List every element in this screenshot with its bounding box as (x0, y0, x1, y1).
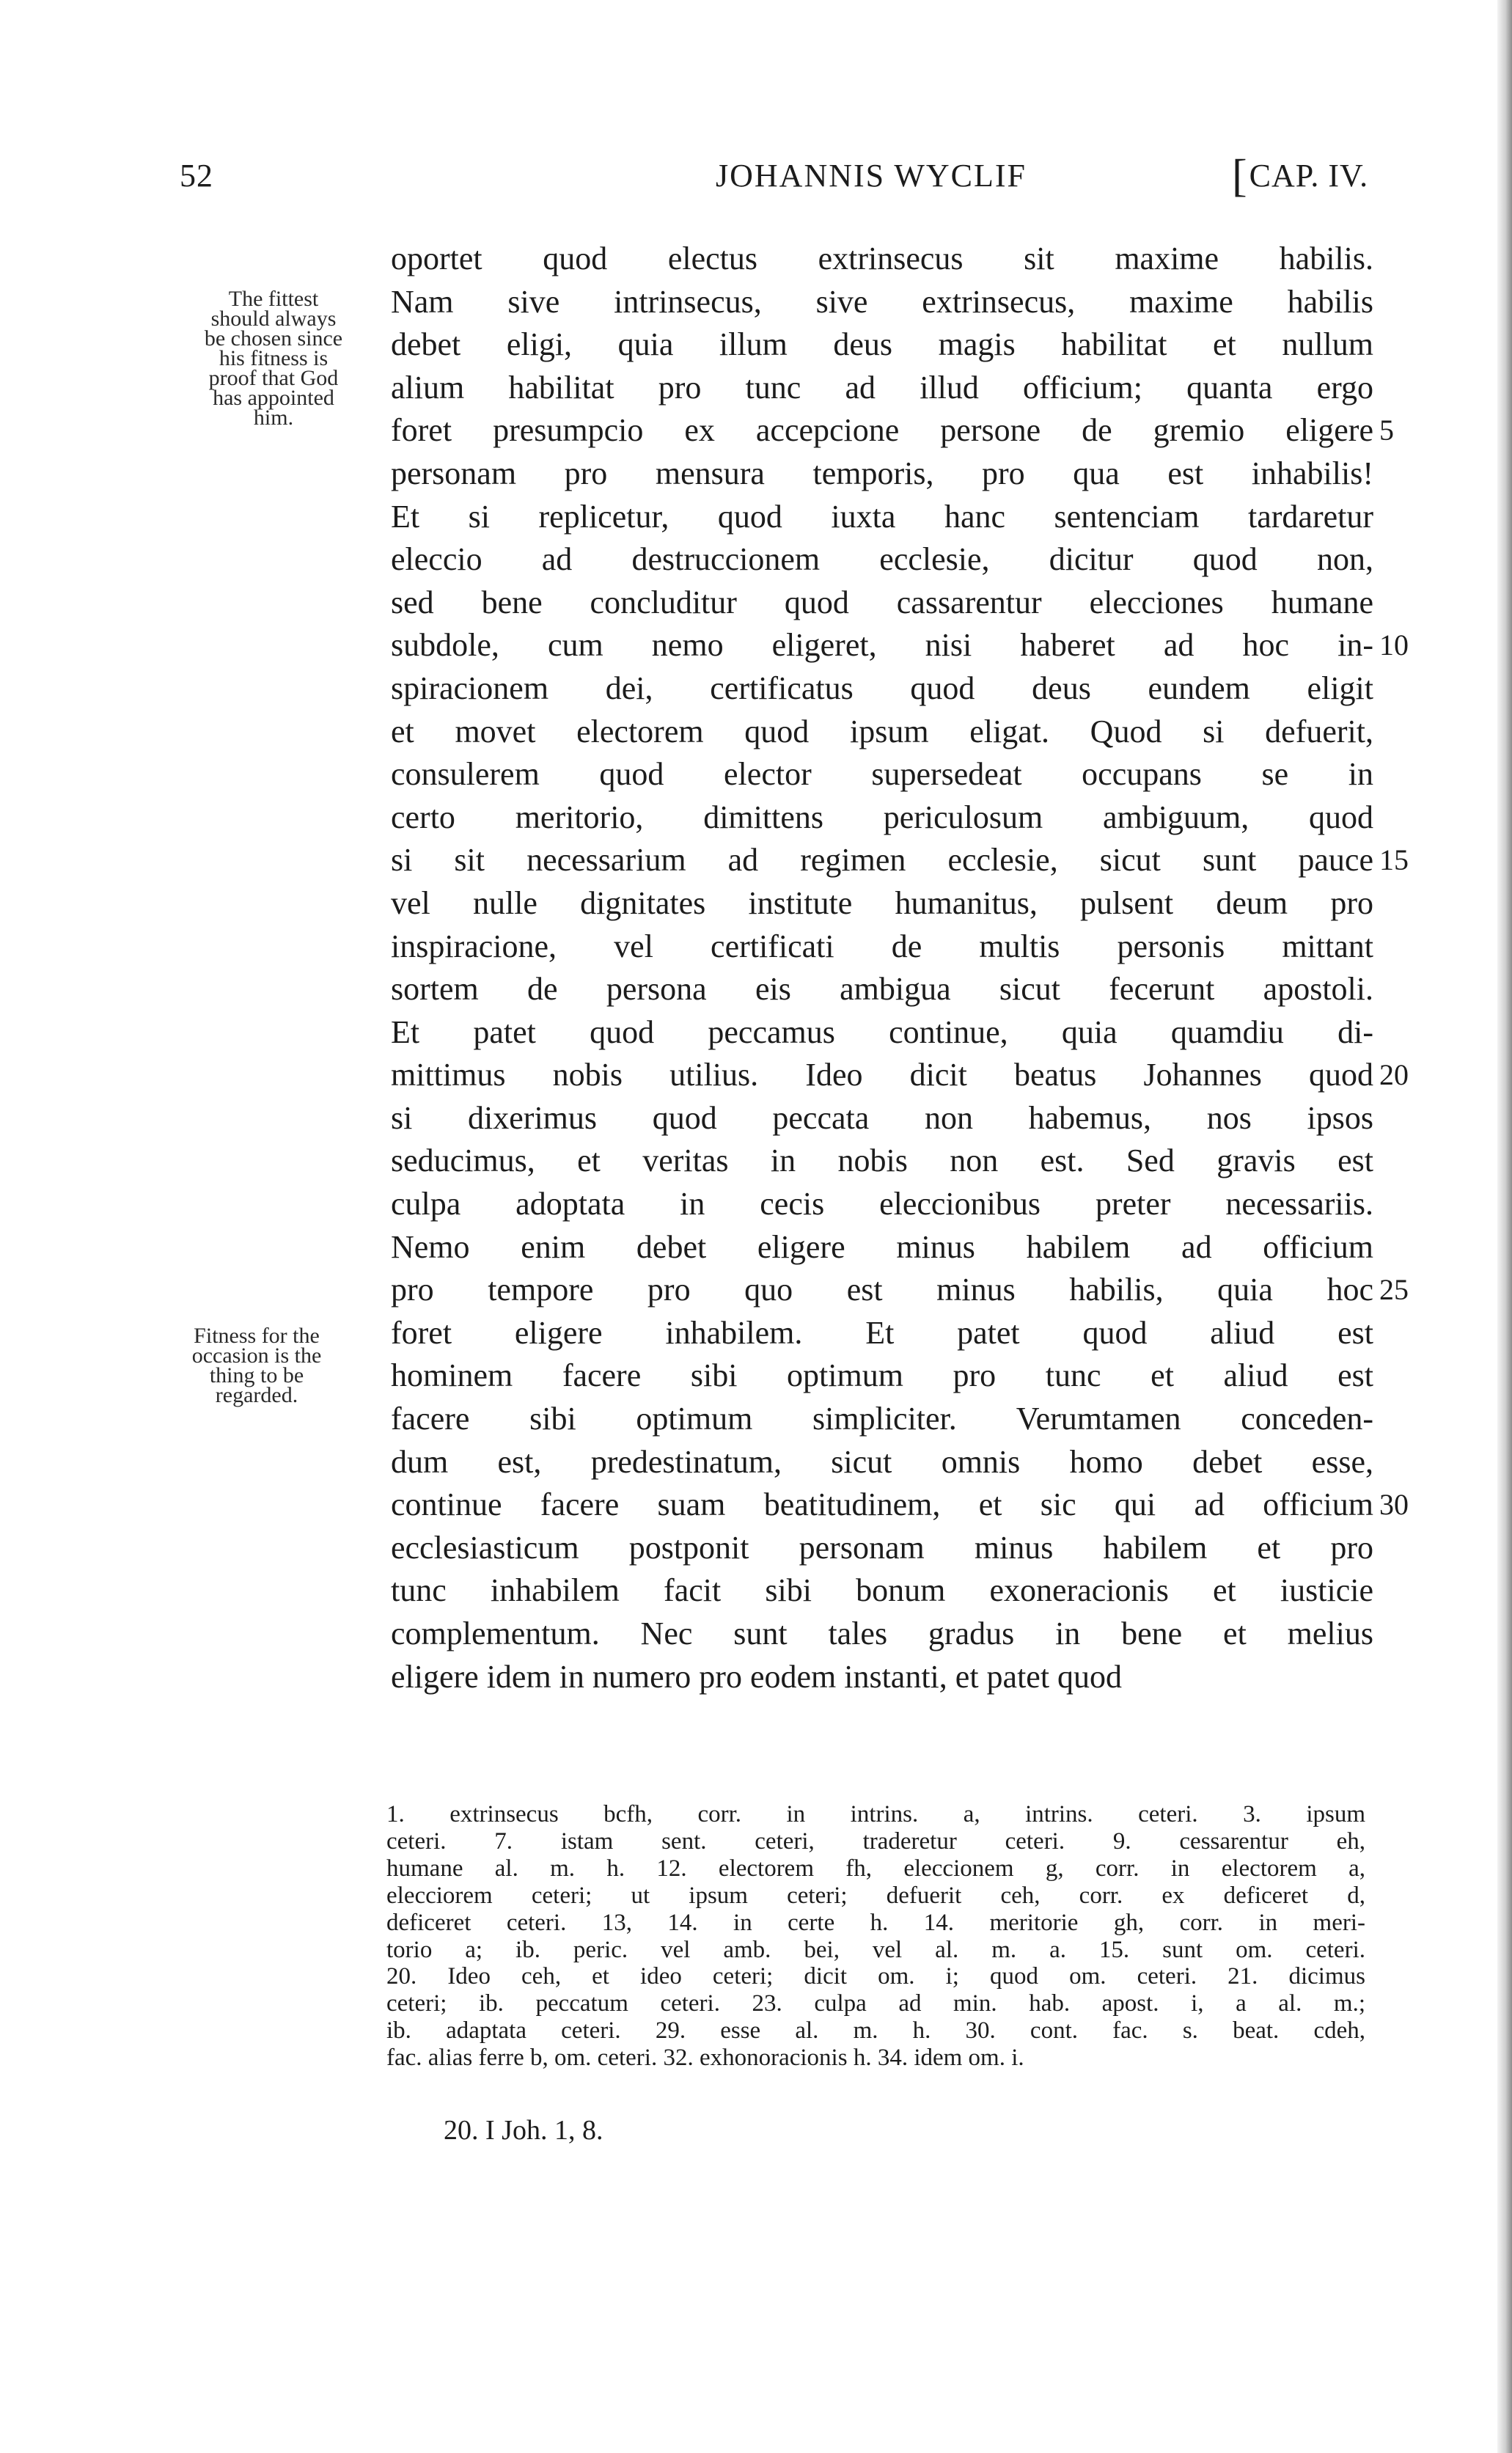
text-line: mittimus nobis utilius. Ideo dicit beatus Johannes quod 20 (391, 1054, 1373, 1097)
text-line: eligere idem in numero pro eodem instanti, et patet quod (391, 1658, 1123, 1695)
line-number: 15 (1379, 843, 1409, 877)
text-line: spiracionem dei, certificatus quod deus eundem eligit (391, 670, 1373, 706)
footnote-line: deficeret ceteri. 13, 14. in certe h. 14. meritorie gh, corr. in meri- (386, 1909, 1365, 1936)
chapter-heading (1232, 151, 1369, 201)
sidenote-line: Fitness for the (194, 1324, 320, 1348)
text-line: Nam sive intrinsecus, sive extrinsecus, maxime habilis (391, 283, 1373, 320)
footnote-line: 1. extrinsecus bcfh, corr. in intrins. a, intrins. ceteri. 3. ipsum (386, 1801, 1365, 1827)
text-line: sed bene concluditur quod cassarentur elecciones humane (391, 584, 1373, 620)
footnote-line: fac. alias ferre b, om. ceteri. 32. exhonoracionis h. 34. idem om. i. (386, 2045, 1024, 2072)
textual-notes (386, 1801, 1365, 2072)
main-text (391, 238, 1409, 1698)
footnote-line: ceteri; ib. peccatum ceteri. 23. culpa ad min. hab. apost. i, a al. m.; (386, 1990, 1365, 2017)
sidenote-line: thing to be (209, 1363, 304, 1387)
text-line: si dixerimus quod peccata non habemus, nos ipsos (391, 1099, 1373, 1136)
line-number: 20 (1379, 1058, 1409, 1092)
text-line: et movet electorem quod ipsum eligat. Quod si defuerit, (391, 713, 1373, 749)
text-line: subdole, cum nemo eligeret, nisi haberet ad hoc in- 10 (391, 624, 1373, 667)
line-number: 10 (1379, 628, 1409, 662)
sidenote-line: him. (253, 406, 294, 430)
text-line: Et patet quod peccamus continue, quia quamdiu di- (391, 1013, 1373, 1050)
text-line: vel nulle dignitates institute humanitus, pulsent deum pro (391, 884, 1373, 921)
page-spine-shadow (1497, 0, 1512, 2453)
text-line: foret eligere inhabilem. Et patet quod aliud est (391, 1314, 1373, 1351)
text-line: personam pro mensura temporis, pro qua est inhabilis! (391, 455, 1373, 491)
text-line: consulerem quod elector supersedeat occupans se in (391, 756, 1373, 793)
sidenote-line: be chosen since (204, 326, 343, 351)
sidenote-line: should always (210, 307, 337, 331)
text-line: ecclesiasticum postponit personam minus habilem et pro (391, 1529, 1373, 1566)
text-line: alium habilitat pro tunc ad illud officium; quanta ergo (391, 369, 1373, 406)
text-line: facere sibi optimum simpliciter. Verumtamen conceden- (391, 1401, 1373, 1437)
text-line: dum est, predestinatum, sicut omnis homo debet esse, (391, 1443, 1373, 1480)
text-line: Nemo enim debet eligere minus habilem ad officium (391, 1228, 1373, 1265)
text-line: complementum. Nec sunt tales gradus in bene et melius (391, 1616, 1373, 1651)
line-number: 30 (1379, 1488, 1409, 1522)
chapter-bracket: [ (1232, 151, 1248, 201)
sidenote-line: regarded. (215, 1383, 298, 1407)
footnote-line: humane al. m. h. 12. electorem fh, eleccionem g, corr. in electorem a, (386, 1855, 1365, 1882)
text-line: oportet quod electus extrinsecus sit maxime habilis. (391, 241, 1373, 276)
sidenote-line: has appointed (213, 386, 334, 410)
text-line: sortem de persona eis ambigua sicut fecerunt apostoli. (391, 971, 1373, 1008)
sidenote-line: his fitness is (219, 346, 329, 370)
text-line: continue facere suam beatitudinem, et sic qui ad officium 30 (391, 1484, 1373, 1527)
footnote-line: ib. adaptata ceteri. 29. esse al. m. h. 30. cont. fac. s. beat. cdeh, (386, 2017, 1365, 2045)
text-line: hominem facere sibi optimum pro tunc et aliud est (391, 1357, 1373, 1394)
text-line: certo meritorio, dimittens periculosum ambiguum, quod (391, 799, 1373, 835)
text-line: inspiracione, vel certificati de multis personis mittant (391, 928, 1373, 964)
line-number: 5 (1379, 414, 1394, 447)
sidenote-line: The fittest (228, 287, 319, 311)
scripture-reference: 20. I Joh. 1, 8. (444, 2115, 603, 2146)
text-line: foret presumpcio ex accepcione persone de gremio eligere 5 (391, 409, 1373, 452)
text-line: si sit necessarium ad regimen ecclesie, sicut sunt pauce 15 (391, 839, 1373, 882)
text-line: eleccio ad destruccionem ecclesie, dicitur quod non, (391, 541, 1373, 578)
chapter-label: CAP. IV. (1249, 158, 1369, 194)
line-number: 25 (1379, 1273, 1409, 1307)
sidenote-line: occasion is the (191, 1343, 322, 1368)
text-line: pro tempore pro quo est minus habilis, quia hoc 25 (391, 1269, 1373, 1312)
text-line: debet eligi, quia illum deus magis habilitat et nullum (391, 326, 1373, 363)
text-line: seducimus, et veritas in nobis non est. Sed gravis est (391, 1143, 1373, 1179)
sidenote-fittest (171, 289, 376, 428)
footnote-line: torio a; ib. peric. vel amb. bei, vel al. m. a. 15. sunt om. ceteri. (386, 1936, 1365, 1963)
footnote-line: 20. Ideo ceh, et ideo ceteri; dicit om. i; quod om. ceteri. 21. dicimus (386, 1963, 1365, 1990)
text-line: culpa adoptata in cecis eleccionibus preter necessariis. (391, 1186, 1373, 1222)
page-number: 52 (180, 158, 213, 194)
sidenote-line: proof that God (208, 366, 339, 390)
sidenote-fitness (154, 1326, 359, 1405)
footnote-line: elecciorem ceteri; ut ipsum ceteri; defuerit ceh, corr. ex deficeret d, (386, 1882, 1365, 1909)
running-title: JOHANNIS WYCLIF (716, 158, 1027, 194)
text-line: tunc inhabilem facit sibi bonum exoneracionis et iusticie (391, 1572, 1373, 1609)
text-line: Et si replicetur, quod iuxta hanc sentenciam tardaretur (391, 498, 1373, 535)
footnote-line: ceteri. 7. istam sent. ceteri, traderetur ceteri. 9. cessarentur eh, (386, 1827, 1365, 1855)
